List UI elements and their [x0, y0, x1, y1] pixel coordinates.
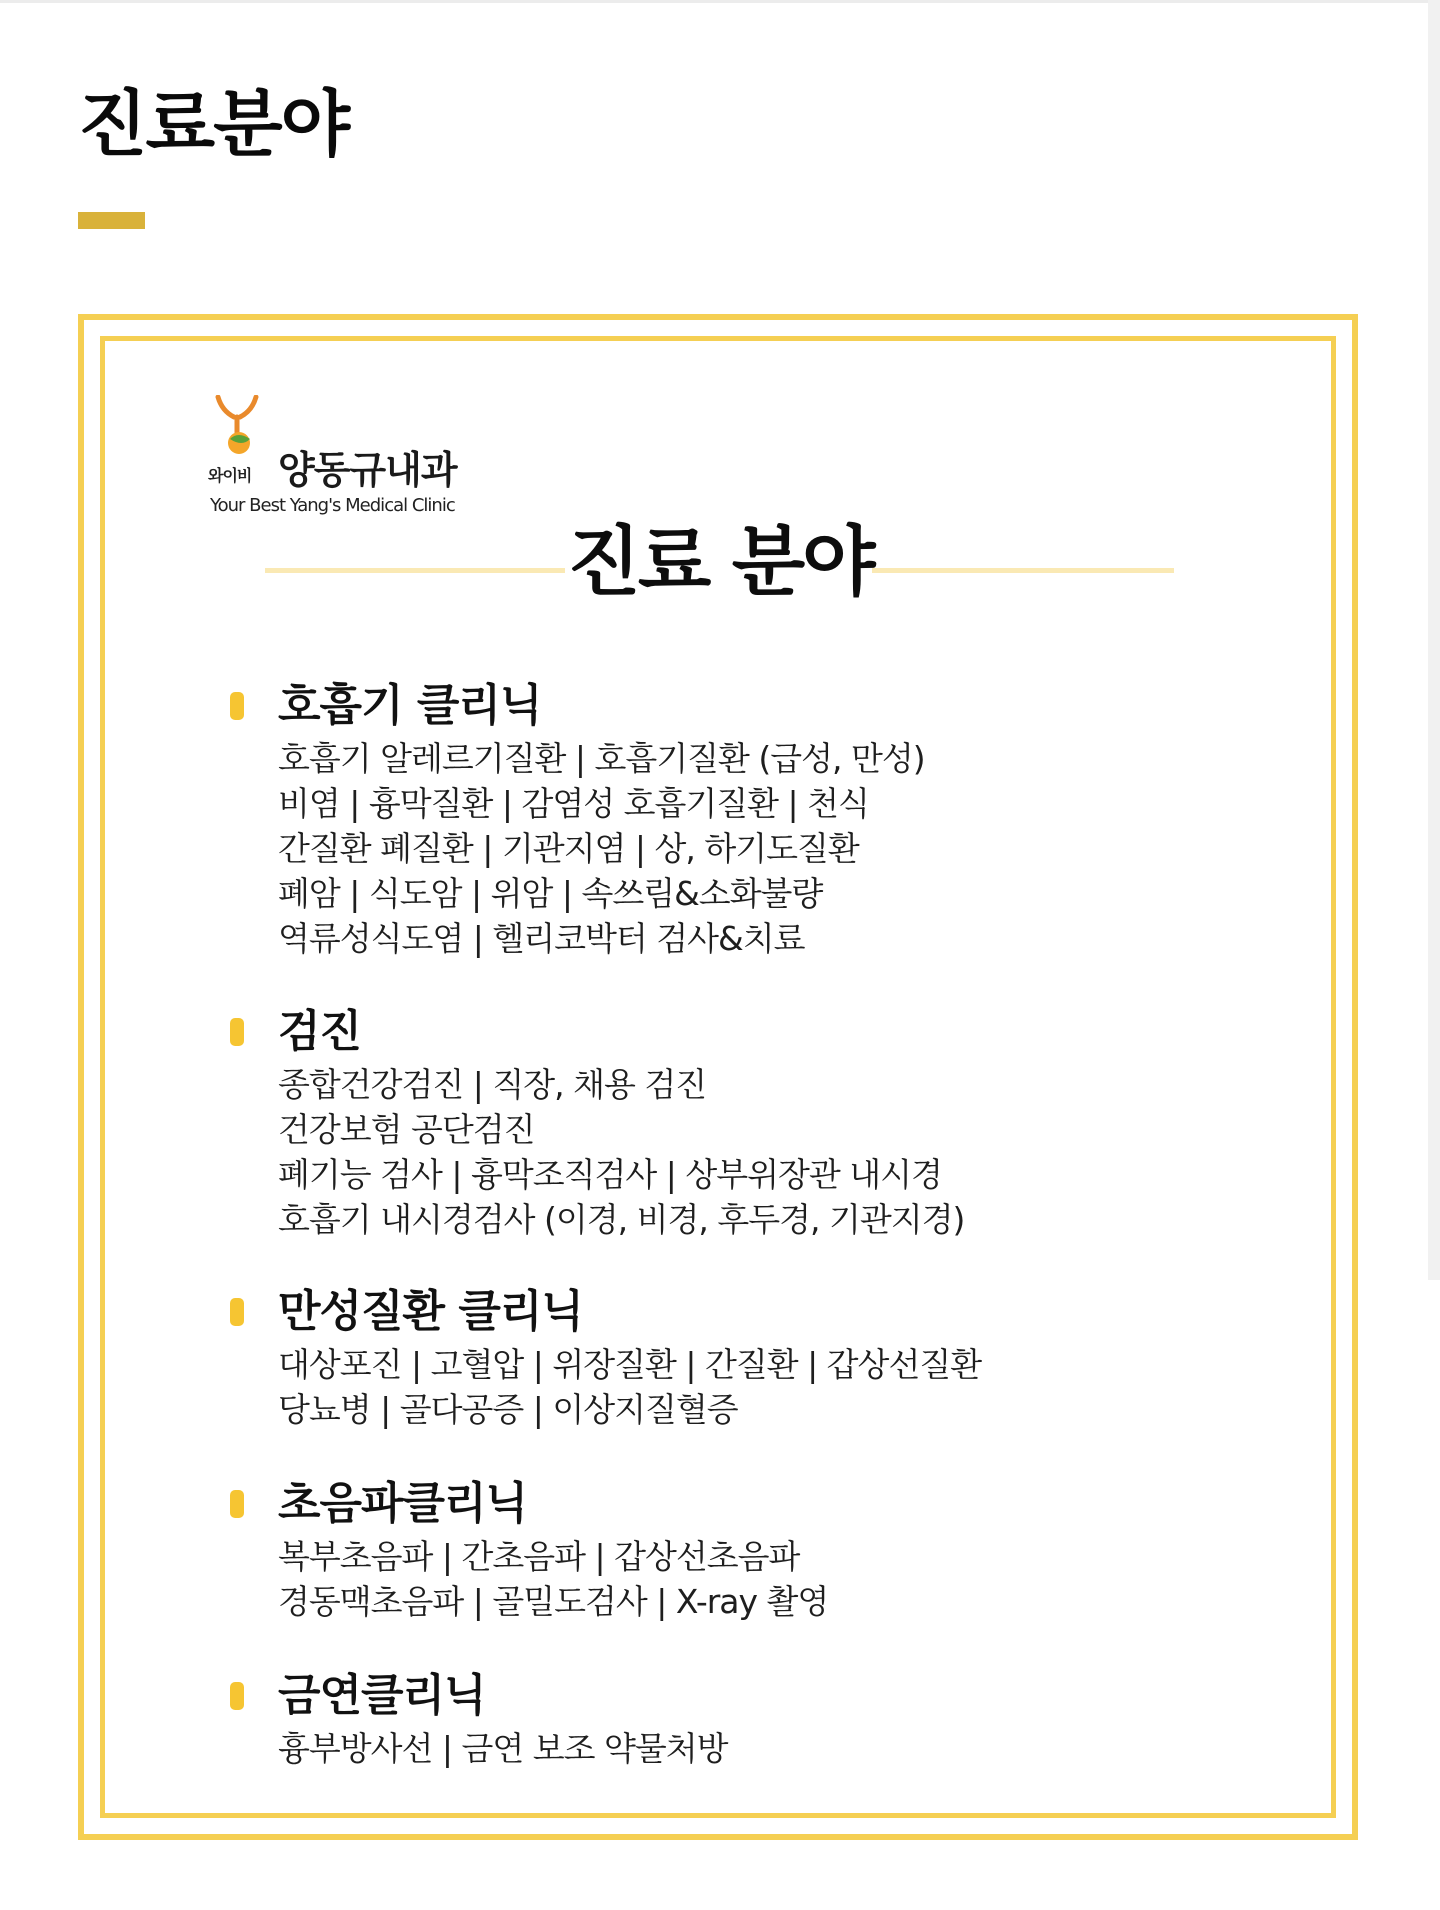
clinic-logo-icon [212, 395, 262, 457]
list-item: 비염 | 흉막질환 | 감염성 호흡기질환 | 천식 [278, 784, 869, 823]
title-accent-bar [78, 212, 145, 229]
section-bullet-icon [230, 692, 244, 720]
page-title: 진료분야 [78, 82, 349, 166]
clinic-logo [208, 395, 498, 525]
section-bullet-icon [230, 1682, 244, 1710]
section-list [278, 1726, 728, 1771]
section-title: 검진 [278, 1006, 362, 1057]
list-item: 복부초음파 | 간초음파 | 갑상선초음파 [278, 1537, 800, 1576]
list-item: 대상포진 | 고혈압 | 위장질환 | 간질환 | 갑상선질환 [278, 1345, 982, 1384]
section-list [278, 1534, 828, 1624]
top-divider [0, 0, 1440, 3]
list-item: 간질환 폐질환 | 기관지염 | 상, 하기도질환 [278, 829, 859, 868]
section-title: 금연클리닉 [278, 1670, 486, 1721]
section-title: 초음파클리닉 [278, 1478, 528, 1529]
list-item: 흉부방사선 | 금연 보조 약물처방 [278, 1729, 728, 1768]
list-item: 경동맥초음파 | 골밀도검사 | X-ray 촬영 [278, 1582, 829, 1621]
section-bullet-icon [230, 1298, 244, 1326]
card-heading: 진료 분야 [567, 517, 873, 606]
section-list [278, 736, 925, 961]
list-item: 역류성식도염 | 헬리코박터 검사&치료 [278, 919, 805, 958]
section-title: 호흡기 클리닉 [278, 680, 542, 731]
list-item: 호흡기 내시경검사 (이경, 비경, 후두경, 기관지경) [278, 1200, 965, 1239]
heading-line-left [265, 568, 565, 573]
section-bullet-icon [230, 1490, 244, 1518]
list-item: 종합건강검진 | 직장, 채용 검진 [278, 1065, 707, 1104]
scrollbar-track[interactable] [1428, 0, 1440, 1280]
section-title: 만성질환 클리닉 [278, 1286, 583, 1337]
list-item: 건강보험 공단검진 [278, 1110, 535, 1149]
list-item: 폐암 | 식도암 | 위암 | 속쓰림&소화불량 [278, 874, 823, 913]
clinic-logo-small-text: 와이비 [208, 466, 252, 485]
section-bullet-icon [230, 1018, 244, 1046]
clinic-subtitle: Your Best Yang's Medical Clinic [210, 495, 455, 516]
clinic-name: 양동규내과 [278, 448, 457, 492]
section-list [278, 1062, 964, 1242]
list-item: 호흡기 알레르기질환 | 호흡기질환 (급성, 만성) [278, 739, 925, 778]
section-list [278, 1342, 981, 1432]
heading-line-right [872, 568, 1174, 573]
list-item: 폐기능 검사 | 흉막조직검사 | 상부위장관 내시경 [278, 1155, 942, 1194]
list-item: 당뇨병 | 골다공증 | 이상지질혈증 [278, 1390, 738, 1429]
